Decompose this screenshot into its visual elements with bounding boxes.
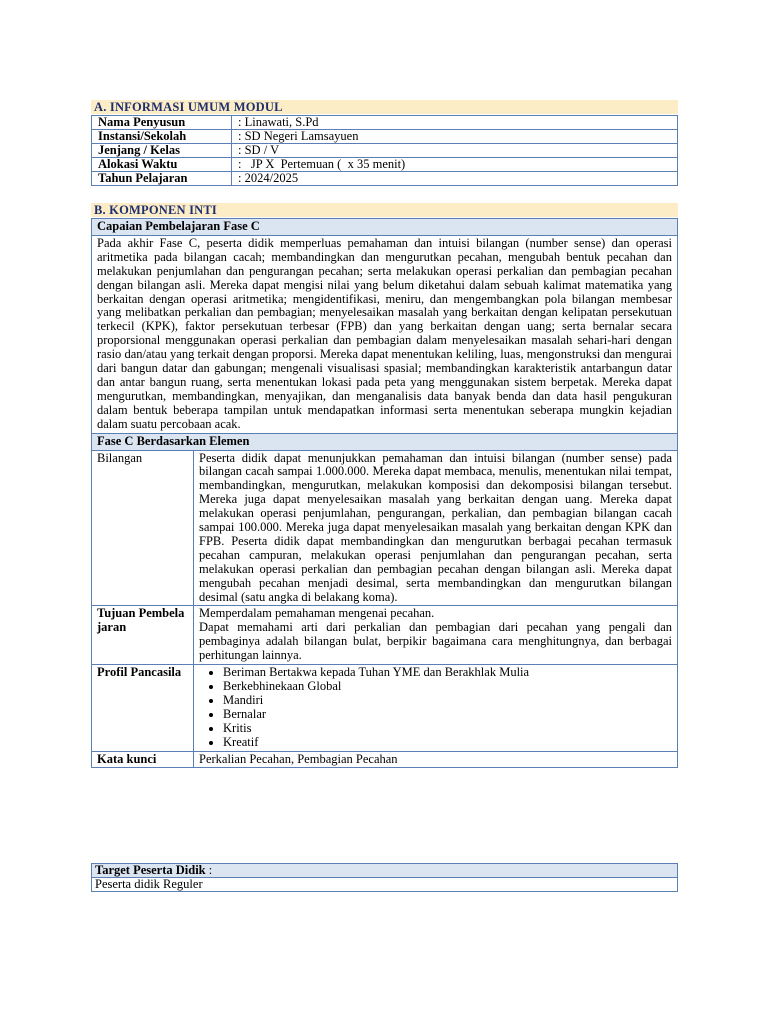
info-label: Tahun Pelajaran (92, 172, 232, 186)
tujuan-cell (194, 606, 678, 665)
tujuan-line-2: Dapat memahami arti dari perkalian dan pembagian dari pecahan yang pengali dan pembaginya adalah bilangan bulat, berpikir bagaimana cara menghitungnya, dan berbagai perhitungan lainnya. (199, 620, 672, 663)
profil-item: • Berkebhinekaan Global (223, 680, 672, 694)
profil-item: • Kreatif (223, 736, 672, 750)
profil-label: Profil Pancasila (92, 665, 194, 751)
elemen-title: Fase C Berdasarkan Elemen (92, 433, 678, 450)
tujuan-line-1: Memperdalam pemahaman mengenai pecahan. (199, 606, 435, 621)
tujuan-label: Tujuan Pembelajaran (92, 606, 194, 665)
general-info-table (91, 115, 678, 186)
info-label: Nama Penyusun (92, 116, 232, 130)
info-label: Instansi/Sekolah (92, 130, 232, 144)
info-row-tahun (92, 172, 678, 186)
bilangan-text: Peserta didik dapat menunjukkan pemahaman dan intuisi bilangan (number sense) pada bilangan cacah sampai 1.000.000. Mereka dapat membaca, menulis, menentukan nilai tempat, membandingkan, mengurutkan, melakukan komposisi dan dekomposisi bilangan tersebut. Mereka juga dapat menyelesaikan masalah yang berkaitan dengan uang. Mereka dapat melakukan operasi penjumlahan, pengurangan, perkalian, dan pembagian bilangan cacah sampai 100.000. Mereka juga dapat menyelesaikan masalah yang berkaitan dengan KPK dan FPB. Peserta didik dapat membandingkan dan mengurutkan berbagai pecahan termasuk pecahan campuran, melakukan operasi penjumlahan dan pengurangan pecahan, serta melakukan operasi perkalian dan pembagian pecahan dengan bilangan asli. Mereka dapat mengubah pecahan menjadi desimal, serta membandingkan dan mengurutkan bilangan desimal (satu angka di belakang koma). (194, 450, 678, 606)
target-table (91, 863, 678, 892)
info-value: : Linawati, S.Pd (232, 116, 678, 130)
info-row-alokasi (92, 158, 678, 172)
core-component-table (91, 218, 678, 768)
kata-kunci-value: Perkalian Pecahan, Pembagian Pecahan (194, 751, 678, 768)
capaian-text: Pada akhir Fase C, peserta didik memperluas pemahaman dan intuisi bilangan (number sense) dan operasi aritmetika pada bilangan cacah; membandingkan dan mengurutkan pecahan, mengubah bentuk pecahan dan melakukan penjumlahan dan pengurangan pecahan; serta melakukan operasi perkalian dan pembagian pecahan dengan bilangan asli. Mereka dapat mengisi nilai yang belum diketahui dalam sebuah kalimat matematika yang berkaitan dengan operasi aritmetika; mengidentifikasi, meniru, dan mengembangkan pola bilangan membesar yang melibatkan perkalian dan pembagian; menyelesaikan masalah yang berkaitan dengan kelipatan persekutuan terkecil (KPK), faktor persekutuan terbesar (FPB) dan yang berkaitan dengan uang; serta bernalar secara proporsional menggunakan operasi perkalian dan pembagian dalam menyelesaikan masalah sehari-hari dengan rasio dan/atau yang terkait dengan proporsi. Mereka dapat menentukan keliling, luas, mengonstruksi dan mengurai dari bangun datar dan gabungan; mengenali visualisasi spasial; membandingkan karakteristik antarbangun datar dan antar bangun ruang, serta menentukan lokasi pada peta yang menggunakan sistem berpetak. Mereka dapat mengurutkan, membandingkan, menyajikan, dan menganalisis data banyak benda dan data hasil pengukuran dalam bentuk beberapa tampilan untuk mendapatkan informasi serta menentukan seberapa mungkin kejadian dalam suatu percobaan acak. (92, 235, 678, 433)
section-a-heading: A. INFORMASI UMUM MODUL (91, 100, 678, 114)
profil-item: • Bernalar (223, 708, 672, 722)
profil-cell (194, 665, 678, 751)
profil-item: • Mandiri (223, 694, 672, 708)
target-value: Peserta didik Reguler (92, 878, 678, 892)
profil-item: • Beriman Bertakwa kepada Tuhan YME dan Berakhlak Mulia (223, 666, 672, 680)
capaian-title: Capaian Pembelajaran Fase C (92, 219, 678, 236)
profil-item: • Kritis (223, 722, 672, 736)
info-value: : 2024/2025 (232, 172, 678, 186)
target-title-suffix: : (205, 863, 213, 877)
info-label: Jenjang / Kelas (92, 144, 232, 158)
info-label: Alokasi Waktu (92, 158, 232, 172)
section-b-heading: B. KOMPONEN INTI (91, 203, 678, 217)
info-row-penyusun (92, 116, 678, 130)
info-row-instansi (92, 130, 678, 144)
info-value: : SD / V (232, 144, 678, 158)
target-title-cell (92, 864, 678, 878)
target-title: Target Peserta Didik (95, 863, 206, 877)
bilangan-label: Bilangan (92, 450, 194, 606)
info-value: : JP X Pertemuan ( x 35 menit) (232, 158, 678, 172)
info-row-jenjang (92, 144, 678, 158)
profil-list (199, 666, 672, 749)
info-value: : SD Negeri Lamsayuen (232, 130, 678, 144)
kata-kunci-label: Kata kunci (92, 751, 194, 768)
